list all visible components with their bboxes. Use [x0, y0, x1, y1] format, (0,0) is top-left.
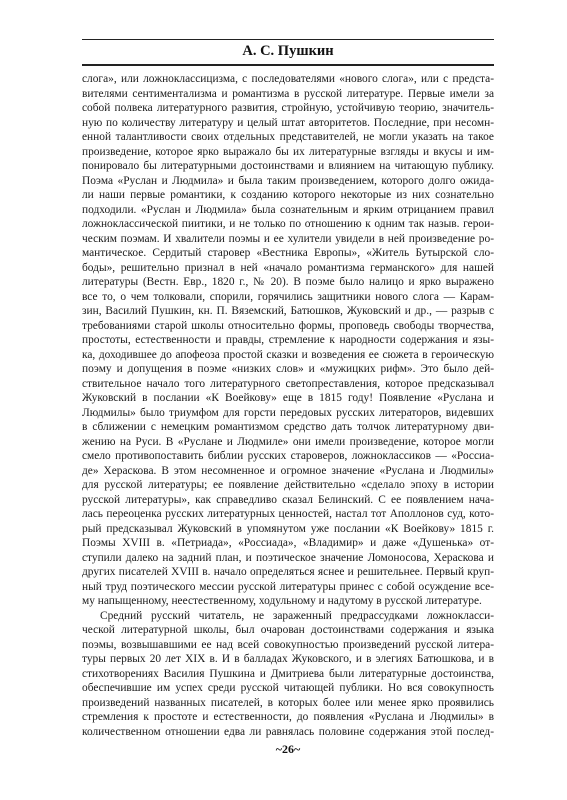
text-line: му напыщенному, неестественному, ходульному и надутому в русской литературе. — [82, 595, 482, 607]
text-line: ствительное начало того литературного светопреставления, которое предсказывал — [82, 377, 494, 390]
text-line: боды», решительно признал в ней «начало романтизма германского» для нашей — [82, 261, 494, 274]
text-line: литературы (Вестн. Евр., 1820 г., № 20). В поэме было налицо и ярко выражено — [82, 276, 494, 288]
text-line: количественном отношении едва ли равнялась половине содержания этой послед- — [82, 725, 494, 738]
text-line: требованиями старой школы относительно формы, проповедь свободы творчества, — [82, 319, 494, 332]
text-line: смело противопоставить библии русских староверов, ложноклассиков — «Россиа- — [82, 450, 494, 462]
text-line: де» Хераскова. В этом несомненное и огромное значение «Руслана и Людмилы» — [82, 464, 494, 477]
text-line: собой полвека литературного развития, стройную, устойчивую теорию, значитель- — [82, 102, 494, 114]
text-line: понировало бы литературными достоинствами и влиянием на читающую публику. — [82, 160, 494, 172]
text-line: для русской литературы; ее появление действительно «сделало эпоху в истории — [82, 479, 494, 491]
text-line: Поэмы XVIII в. «Петриада», «Россиада», «Владимир» и даже «Душенька» от- — [82, 537, 494, 549]
body-text — [82, 72, 494, 739]
text-line: рый предсказывал Жуковский в упомянутом уже послании «К Воейкову» 1815 г. — [82, 522, 494, 535]
text-line: слога», или ложноклассицизма, с последователями «нового слога», или с предста- — [82, 73, 494, 85]
text-line: подходили. «Руслан и Людмила» была сознательным и ярким отрицанием правил — [82, 203, 494, 216]
text-line: ступили далеко на задний план, и поэтическое значение Ломоносова, Хераскова и — [82, 551, 494, 564]
text-line: поэму и допущения в поэме «низких слов» и «мужицких рифм». Это было дей- — [82, 363, 494, 375]
running-header-title: А. С. Пушкин — [242, 43, 334, 59]
header-top-rule — [82, 39, 494, 40]
text-line: вителями сентиментализма и романтизма в русской литературе. Первые имели за — [82, 87, 494, 100]
text-line: жению на Руси. В «Руслане и Людмиле» они имели произведение, которое могли — [82, 435, 494, 448]
text-line: ную по количеству литературу и целый штат авторитетов. Последние, при несомн- — [82, 116, 494, 129]
text-line: ка, доходившее до апофеоза простой сказки и возведения ее сюжета в героическую — [82, 348, 494, 361]
text-line: мантическое. Сердитый старовер «Вестника Европы», «Житель Бутырской сло- — [82, 247, 494, 259]
text-line: других писателей XVIII в. начало определяться яснее и решительнее. Первый круп- — [82, 566, 494, 578]
text-line: Поэма «Руслан и Людмила» и была таким произведением, которого долго ожида- — [82, 174, 494, 187]
text-line: Людмилы» было триумфом для горсти передовых русских литераторов, видевших — [82, 406, 494, 419]
text-line: ный труд поэтического мессии русской литературы принес с собой осуждение все- — [82, 580, 494, 593]
text-line: обеспечившие им успех среди русской читающей публики. Но вся совокупность — [82, 682, 494, 694]
text-line: лась переоценка русских литературных ценностей, настал тот Аполлонов суд, кото- — [82, 508, 494, 520]
text-line: все то, о чем толковали, спорили, горячились защитники нового слога — Карам- — [82, 290, 494, 303]
text-line: ческой литературной школы, был очарован достоинствами содержания и языка — [82, 624, 494, 636]
text-line: в сближении с немецким романтизмом средство дать толчок литературному дви- — [82, 421, 494, 433]
text-line: туры первых 20 лет XIX в. И в балладах Жуковского, и в элегиях Батюшкова, и в — [82, 653, 494, 665]
text-line: поэмы, возвышавшими ее над всей совокупностью произведений русской литера- — [82, 638, 494, 651]
text-line: Жуковский в послании «К Воейкову» еще в 1815 году! Появление «Руслана и — [82, 392, 494, 404]
page-number: ~26~ — [275, 742, 301, 756]
text-line: простоты, естественности и правды, стремление к народности содержания и язы- — [82, 334, 494, 346]
text-line: ческим поэмам. И хвалители поэмы и ее хулители увидели в ней произведение ро- — [82, 232, 494, 245]
text-line: стихотворениях Василия Пушкина и Дмитриева были литературные достоинства, — [82, 667, 494, 680]
text-line: ложноклассической пиитики, и не только по отношению к одним так назыв. герои- — [82, 218, 494, 230]
text-line: енной талантливости своих отдельных представителей, не могли указать на такое — [82, 131, 494, 143]
text-line: стремления к простоте и естественности, до появления «Руслана и Людмилы» в — [82, 711, 494, 723]
text-line: Средний русский читатель, не зараженный предрассудками ложнокласси- — [100, 609, 494, 622]
text-line: произведение, которое ярко выражало бы их литературные взгляды и вкусы и им- — [82, 145, 494, 158]
text-line: русской литературы», как справедливо сказал Белинский. С ее появлением нача- — [82, 493, 494, 506]
text-line: ли наши первые романтики, к созданию которого некоторые из них сознательно — [82, 189, 494, 201]
text-line: произведений названных писателей, в которых более или менее ярко проявились — [82, 696, 494, 709]
text-line: зин, Василий Пушкин, кн. П. Вяземский, Батюшков, Жуковский и др., — разрыв с — [82, 305, 494, 317]
header-bottom-rule — [82, 64, 494, 66]
